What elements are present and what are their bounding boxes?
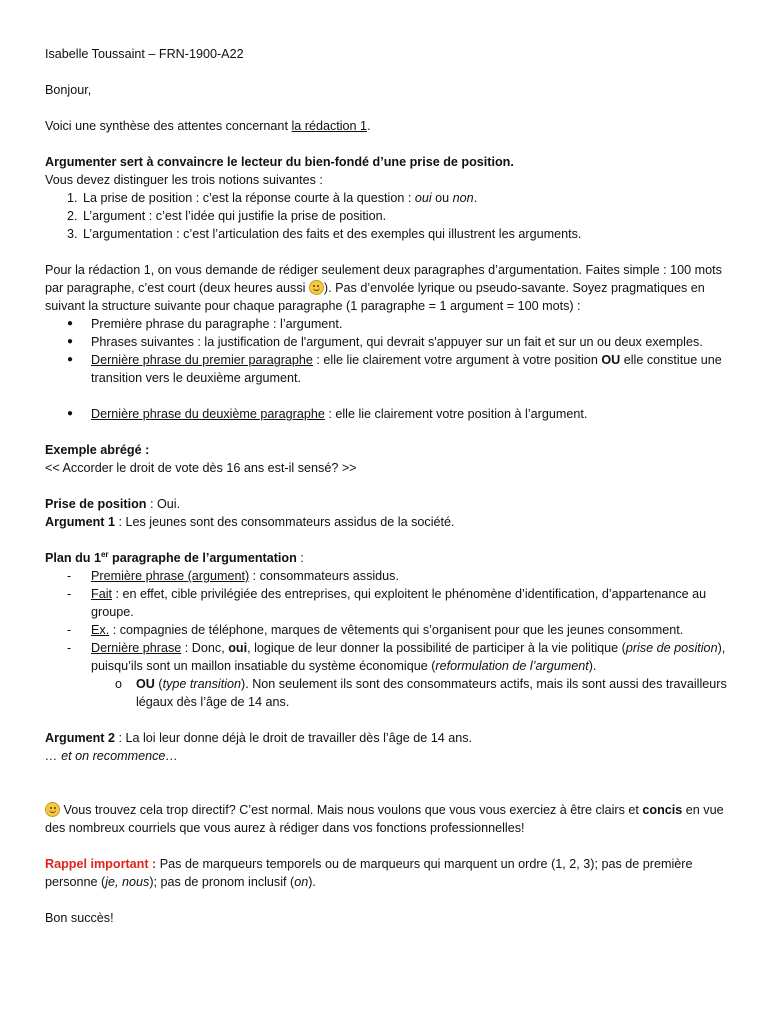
argument2-line: Argument 2 : La loi leur donne déjà le droit de travailler dès l’âge de 14 ans. xyxy=(45,731,473,745)
list-item: 1. La prise de position : c’est la réponse courte à la question : oui ou non. xyxy=(67,191,478,205)
example-question: << Accorder le droit de vote dès 16 ans est-il sensé? >> xyxy=(45,461,357,475)
example-heading: Exemple abrégé : xyxy=(45,443,150,457)
greeting: Bonjour, xyxy=(45,83,92,97)
list-item: o OU (type transition). Non seulement ils sont des consommateurs actifs, mais ils sont aussi des travailleurs légaux dès l’âge de 14 ans. xyxy=(115,677,727,709)
plan-heading: Plan du 1er paragraphe de l’argumentation : xyxy=(45,549,304,565)
header-line: Isabelle Toussaint – FRN-1900-A22 xyxy=(45,47,244,61)
notions-list xyxy=(45,189,735,243)
list-item: - Fait : en effet, cible privilégiée des entreprises, qui exploitent le phénomène d’identification, d’appartenance au groupe. xyxy=(67,587,707,619)
smiley-icon xyxy=(309,280,324,295)
list-item: ● Première phrase du paragraphe : l’argument. xyxy=(67,317,343,331)
list-item: 3. L’argumentation : c’est l’articulation des faits et des exemples qui illustrent les arguments. xyxy=(67,227,582,241)
list-item: - Dernière phrase : Donc, oui, logique de leur donner la possibilité de participer à la vie politique (prise de position), puisqu’ils sont un maillon insatiable du système économique (reformulation de l’argument). xyxy=(67,641,726,673)
structure-list xyxy=(45,315,735,387)
list-item: ● Phrases suivantes : la justification de l'argument, qui devrait s'appuyer sur un fait et sur un ou deux exemples. xyxy=(67,335,703,349)
list-item: 2. L’argument : c’est l’idée qui justifie la prise de position. xyxy=(67,209,387,223)
reminder-paragraph: Rappel important : Pas de marqueurs temporels ou de marqueurs qui marquent un ordre (1, 2, 3); pas de première personne (je, nous); pas de pronom inclusif (on). xyxy=(45,857,693,889)
signoff: Bon succès! xyxy=(45,911,114,925)
document xyxy=(45,45,735,927)
list-item: ● Dernière phrase du deuxième paragraphe : elle lie clairement votre position à l’argument. xyxy=(67,407,588,421)
section1-lead: Vous devez distinguer les trois notions suivantes : xyxy=(45,173,323,187)
list-item: - Première phrase (argument) : consommateurs assidus. xyxy=(67,569,399,583)
plan-list xyxy=(45,567,735,675)
list-item: - Ex. : compagnies de téléphone, marques de vêtements qui s’organisent pour que les jeunes consomment. xyxy=(67,623,684,637)
reminder-label: Rappel important : xyxy=(45,857,157,871)
continue-line: … et on recommence… xyxy=(45,749,178,763)
closing-paragraph: Vous trouvez cela trop directif? C’est normal. Mais nous voulons que vous vous exerciez à être clairs et concis en vue des nombreux courriels que vous aurez à rédiger dans vos fonctions professionnelles! xyxy=(45,803,724,835)
plan-sublist xyxy=(45,675,735,711)
redaction-link[interactable]: la rédaction 1 xyxy=(291,119,368,133)
list-item: ● Dernière phrase du premier paragraphe : elle lie clairement votre argument à votre position OU elle constitue une transition vers le deuxième argument. xyxy=(67,353,722,385)
section2-paragraph: Pour la rédaction 1, on vous demande de rédiger seulement deux paragraphes d’argumentation. Faites simple : 100 mots par paragraphe, c’est court (deux heures aussi ). Pas d’envolée lyrique ou pseudo-savante. Soyez pragmatiques en suivant la structure suivante pour chaque paragraphe (1 paragraphe = 1 argument = 100 mots) : xyxy=(45,263,722,313)
structure-list-last xyxy=(45,405,735,423)
argument1-line: Argument 1 : Les jeunes sont des consommateurs assidus de la société. xyxy=(45,515,455,529)
smiley-icon xyxy=(45,802,60,817)
section1-heading: Argumenter sert à convaincre le lecteur du bien-fondé d’une prise de position. xyxy=(45,155,514,169)
intro-paragraph: Voici une synthèse des attentes concernant la rédaction 1. xyxy=(45,119,371,133)
position-line: Prise de position : Oui. xyxy=(45,497,181,511)
